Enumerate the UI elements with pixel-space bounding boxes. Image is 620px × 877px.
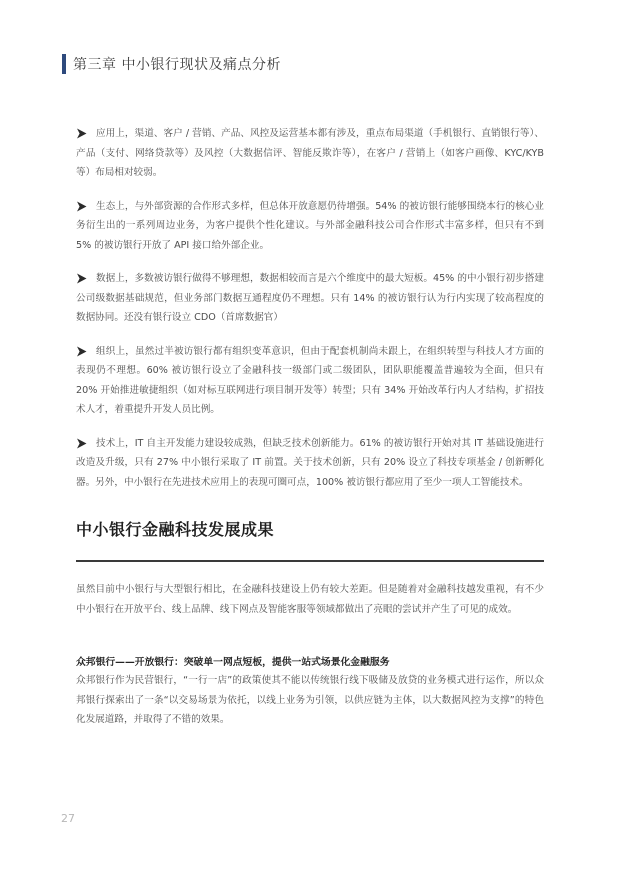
bullet-text: 组织上，虽然过半被访银行都有组织变革意识，但由于配套机制尚未跟上，在组织转型与科技人才方面的表现仍不理想。60% 被访银行设立了金融科技一级部门或二级团队，团队职能覆盖普遍较为全面，但只有 20% 开始推进敏捷组织（如对标互联网进行项目制开发等）转型；只有 34% 开始改革行内人才结构，扩招技术人才，着重提升开发人员比例。 [76, 345, 544, 415]
arrow-bullet-icon [76, 438, 87, 449]
arrow-bullet-icon [76, 201, 87, 212]
bullet-text: 应用上，渠道、客户 / 营销、产品、风控及运营基本都有涉及，重点布局渠道（手机银行、直销银行等）、产品（支付、网络贷款等）及风控（大数据信评、智能反欺诈等），在客户 / 营销上（如客户画像、KYC/KYB 等）布局相对较弱。 [76, 128, 544, 178]
case-study-title: 众邦银行——开放银行：突破单一网点短板，提供一站式场景化金融服务 [76, 657, 390, 668]
chapter-accent-bar [62, 54, 66, 74]
bullet-text: 生态上，与外部资源的合作形式多样，但总体开放意愿仍待增强。54% 的被访银行能够围绕本行的核心业务衍生出的一系列周边业务，为客户提供个性化建议。与外部金融科技公司合作形式丰富多样，但只有不到 5% 的被访银行开放了 API 接口给外部企业。 [76, 200, 544, 251]
page-number: 27 [61, 812, 75, 825]
chapter-header [62, 54, 281, 74]
bullet-item-application [76, 124, 544, 183]
section-divider [76, 560, 544, 562]
bullet-item-ecosystem [76, 197, 544, 256]
case-study-body: 众邦银行作为民营银行，“一行一店”的政策使其不能以传统银行线下吸储及放贷的业务模式进行运作，所以众邦银行探索出了一条“以交易场景为依托，以线上业务为引领，以供应链为主体，以大数据风控为支撑”的特色化发展道路，并取得了不错的效果。 [76, 675, 544, 725]
chapter-title: 第三章 中小银行现状及痛点分析 [73, 57, 281, 73]
bullet-item-technology [76, 434, 544, 493]
section-title: 中小银行金融科技发展成果 [76, 520, 275, 539]
arrow-bullet-icon [76, 128, 87, 139]
bullet-text: 数据上，多数被访银行做得不够理想，数据相较而言是六个维度中的最大短板。45% 的中小银行初步搭建公司级数据基础规范，但业务部门数据互通程度仍不理想。只有 14% 的被访银行认为行内实现了较高程度的数据协同。还没有银行设立 CDO（首席数据官） [76, 273, 544, 323]
bullet-item-organization [76, 342, 544, 420]
section-intro-paragraph: 虽然目前中小银行与大型银行相比，在金融科技建设上仍有较大差距。但是随着对金融科技越发重视，有不少中小银行在开放平台、线上品牌、线下网点及智能客服等领域都做出了亮眼的尝试并产生了可见的成效。 [76, 584, 544, 615]
bullet-text: 技术上，IT 自主开发能力建设较成熟，但缺乏技术创新能力。61% 的被访银行开始对其 IT 基础设施进行改造及升级，只有 27% 中小银行采取了 IT 前置。关于技术创新，只有 20% 设立了科技专项基金 / 创新孵化器。另外，中小银行在先进技术应用上的表现可圈可点，100% 被访银行都应用了至少一项人工智能技术。 [76, 437, 544, 488]
arrow-bullet-icon [76, 273, 87, 284]
bullet-item-data [76, 269, 544, 328]
arrow-bullet-icon [76, 346, 87, 357]
bullet-list [76, 124, 544, 506]
